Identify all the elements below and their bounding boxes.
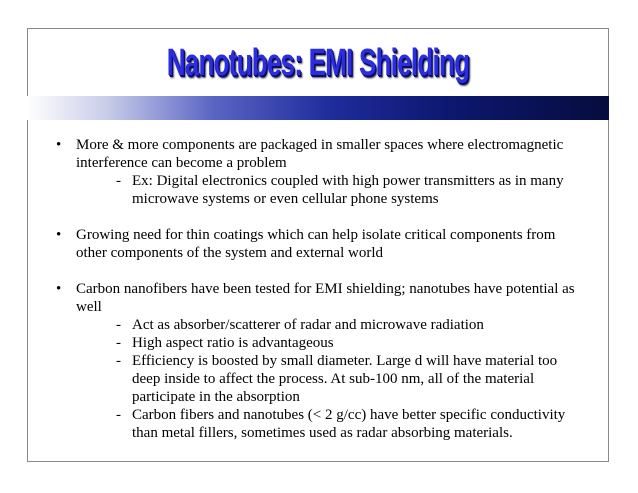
- sub-marker: -: [116, 335, 121, 351]
- spacer: [56, 262, 586, 280]
- bullet-text: Carbon nanofibers have been tested for EMI shielding; nanotubes have potential as well: [76, 281, 575, 315]
- bullet-item: [56, 280, 586, 316]
- sub-item: [56, 316, 586, 334]
- spacer: [56, 208, 586, 226]
- bullet-marker: •: [56, 227, 62, 243]
- slide-title: Nanotubes: EMI Shielding: [166, 42, 470, 84]
- bullet-text: Growing need for thin coatings which can help isolate critical components from other components of the system and external world: [76, 227, 556, 261]
- sub-marker: -: [116, 317, 121, 333]
- sub-item: [56, 172, 586, 208]
- bullet-marker: •: [56, 281, 62, 297]
- bullet-item: [56, 226, 586, 262]
- sub-item: [56, 352, 586, 406]
- sub-text: Efficiency is boosted by small diameter. Large d will have material too deep inside to affect the process. At sub-100 nm, all of the material participate in the absorption: [132, 353, 558, 405]
- sub-text: High aspect ratio is advantageous: [132, 335, 334, 351]
- sub-text: Act as absorber/scatterer of radar and microwave radiation: [132, 317, 484, 333]
- sub-marker: -: [116, 173, 121, 189]
- slide-body: [56, 136, 586, 442]
- sub-text: Ex: Digital electronics coupled with high power transmitters as in many microwave systems or even cellular phone systems: [132, 173, 564, 207]
- sub-text: Carbon fibers and nanotubes (< 2 g/cc) have better specific conductivity than metal fillers, sometimes used as radar absorbing materials.: [132, 407, 566, 441]
- bullet-text: More & more components are packaged in smaller spaces where electromagnetic interference can become a problem: [76, 137, 564, 171]
- sub-marker: -: [116, 353, 121, 369]
- title-gradient-band: [27, 96, 609, 120]
- sub-item: [56, 406, 586, 442]
- bullet-item: [56, 136, 586, 172]
- bullet-marker: •: [56, 137, 62, 153]
- sub-item: [56, 334, 586, 352]
- sub-marker: -: [116, 407, 121, 423]
